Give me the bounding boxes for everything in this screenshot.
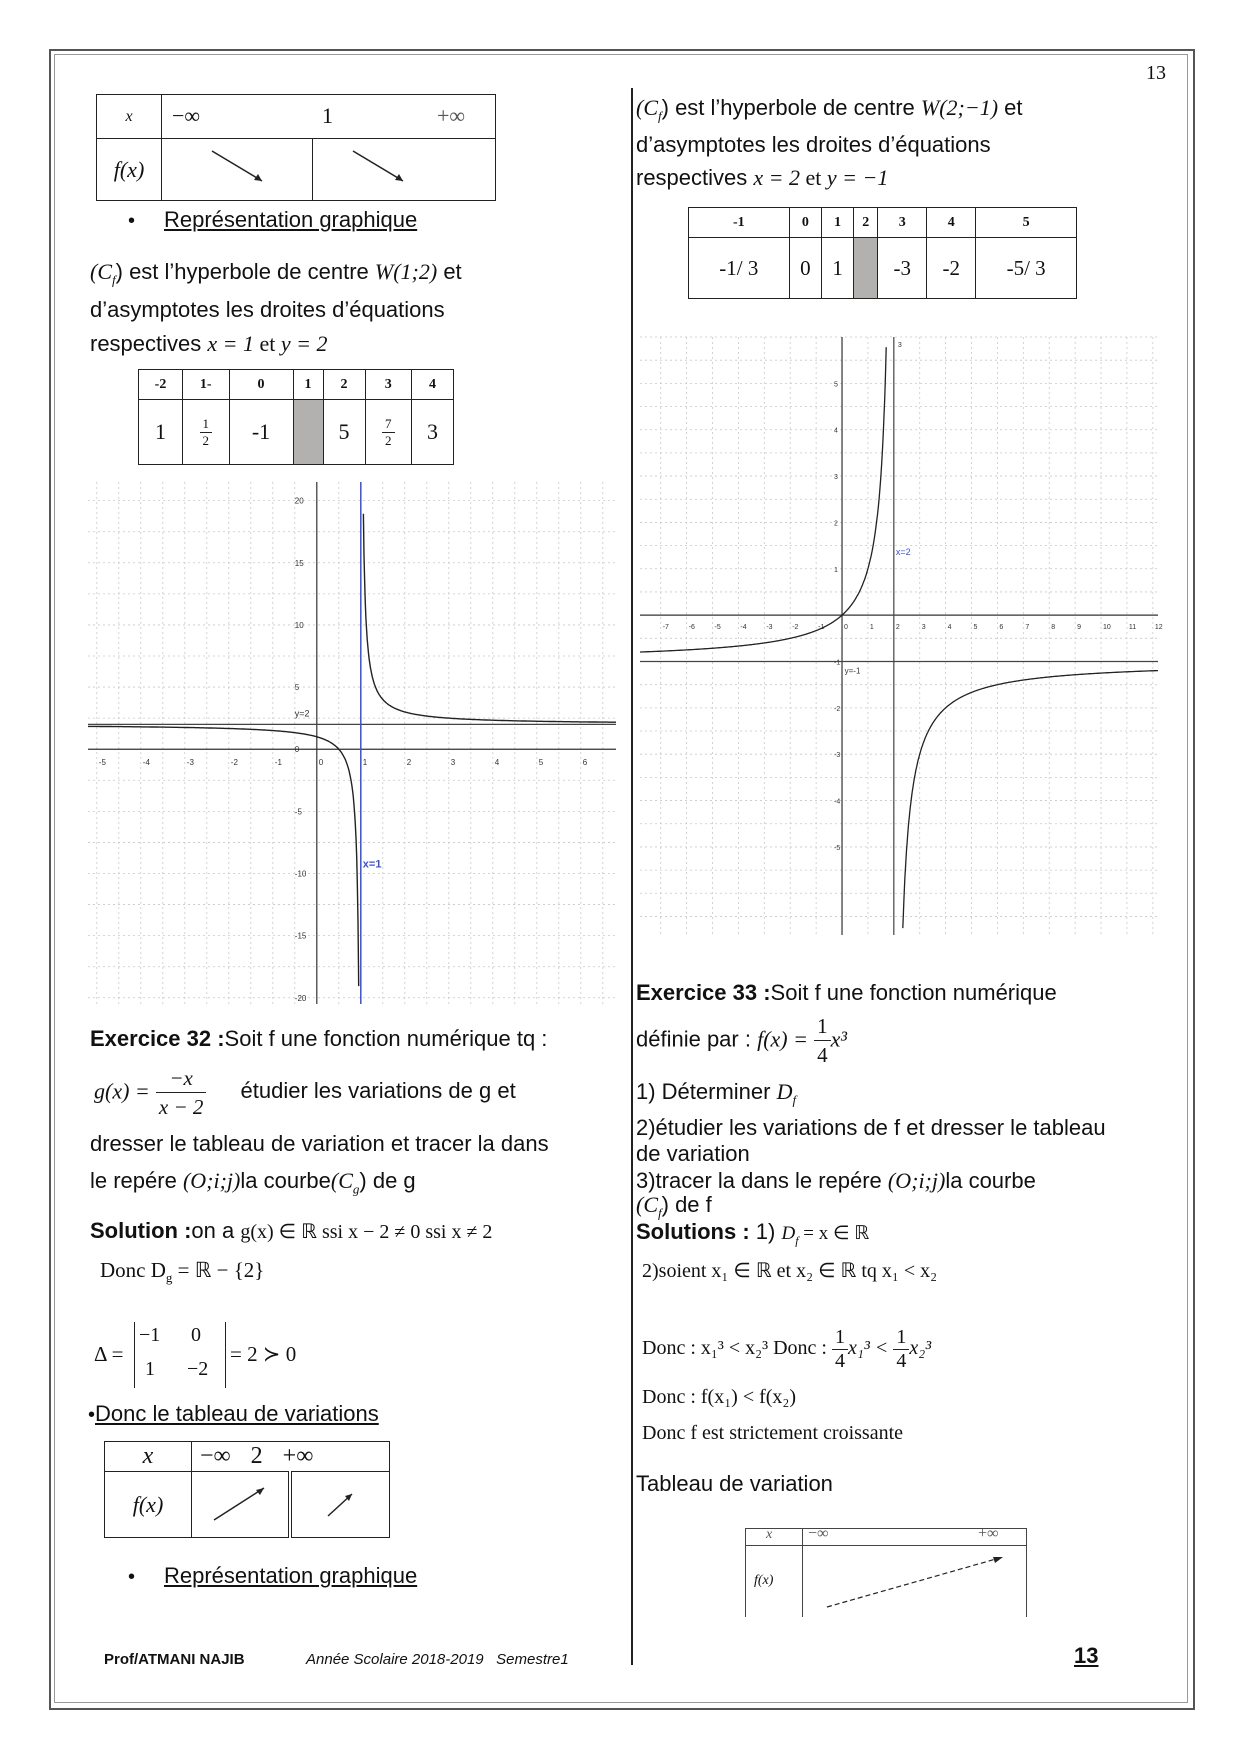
arrow-up-right-dashed-icon [803, 1545, 1025, 1617]
solutions-s2: 2)soient x₁ ∈ ℝ et x₂ ∈ ℝ tq x₁ < x₂ [642, 1260, 938, 1282]
var-table-cell-decreasing-2 [313, 139, 496, 201]
values2-y-cell: 0 [789, 238, 821, 299]
exercise-33-q1 [636, 1078, 796, 1114]
g-numerator: −x [156, 1064, 207, 1093]
curve-cg: (C [330, 1168, 353, 1193]
var-table3-pos-inf: +∞ [978, 1525, 999, 1542]
y-tick-label: -5 [294, 807, 302, 817]
y-tick-label: 10 [294, 620, 304, 630]
x-tick-label: 5 [538, 758, 544, 768]
x-tick-label: 11 [1128, 624, 1137, 632]
solutions-label: Solutions : [636, 1219, 750, 1244]
x-tick-label: -1 [274, 758, 282, 768]
footer-author: Prof/ATMANI NAJIB [104, 1651, 245, 1668]
exercise-33-intro: Soit f une fonction numérique [770, 980, 1057, 1005]
y-tick-label: 3 [834, 474, 838, 482]
asymptote-h-label: y=2 [294, 708, 310, 719]
y-tick-label: -2 [834, 705, 841, 713]
center-point: W(1;2) [374, 259, 438, 284]
x-tick-label: -4 [740, 624, 747, 632]
repr-heading-2: Représentation graphique [164, 1563, 418, 1588]
solutions-line-1 [636, 1218, 869, 1254]
var-table3-fx-label: f(x) [754, 1573, 774, 1588]
var-table3-neg-inf: −∞ [808, 1525, 829, 1542]
x-tick-label: -3 [186, 758, 194, 768]
x-tick-label: 6 [582, 758, 588, 768]
solution-text: on a [191, 1218, 241, 1243]
q1-text: 1) Déterminer [636, 1079, 777, 1104]
values1-y-cell [293, 400, 323, 465]
asymptote-v-label: x=2 [895, 546, 911, 557]
values1-x-cell: 1 [293, 370, 323, 400]
solutions-donc1: Donc : x₁³ < x₂³ Donc : $\frac{1}{4}$ x₁³ < $\frac{1}{4}$ x₂³ [642, 1326, 932, 1372]
curve-name: (C [90, 259, 112, 284]
donc1-left: x₁³ < [847, 1337, 889, 1360]
y-tick-label: 15 [294, 558, 304, 568]
desc-et-3: et [998, 95, 1023, 120]
asymptote-v-label: x=1 [362, 858, 382, 871]
var-table2-cell-increasing-2 [290, 1472, 390, 1538]
y-tick-label: -3 [834, 752, 841, 760]
y-tick-label: 20 [294, 496, 304, 506]
m22: −2 [187, 1358, 209, 1380]
x-tick-label: 2 [406, 758, 412, 768]
y-tick-label: 5 [834, 381, 838, 389]
values1-y-cell: -1 [229, 400, 293, 465]
var-table2-pos-inf: +∞ [282, 1443, 314, 1469]
values2-y-cell: -2 [927, 238, 976, 299]
q3-courbe: la courbe [945, 1168, 1036, 1193]
x-tick-label: -1 [818, 624, 825, 632]
arrow-down-right-icon [162, 139, 312, 195]
x-tick-label: 1 [362, 758, 368, 768]
arrow-up-right-icon [292, 1472, 388, 1532]
f-def: f(x) = [757, 1026, 808, 1052]
curve-sub: f [112, 272, 116, 288]
g-def: g(x) = [94, 1078, 150, 1104]
variation-table-3 [745, 1525, 1027, 1617]
exercise-32-title-line [90, 1025, 547, 1053]
bullet-1: • [128, 210, 136, 232]
values1-x-cell: 2 [323, 370, 365, 400]
footer-year: Année Scolaire 2018-2019 Semestre1 [306, 1651, 569, 1668]
hyperbola-desc-1 [90, 258, 462, 294]
hyperbola-desc-2 [636, 94, 1023, 130]
f-denominator: 4 [817, 1043, 828, 1067]
y-tick-label: -5 [834, 844, 841, 852]
task3-end: ) de g [359, 1168, 416, 1193]
curve-name-2: (C [636, 95, 658, 120]
x-tick-label: -3 [766, 624, 773, 632]
donc1-text: Donc : x₁³ < x₂³ Donc : [642, 1337, 832, 1360]
graph-1 [88, 482, 616, 1004]
values1-y-cell: $\frac{7}{2}$ [365, 400, 412, 465]
curve-branch-right [363, 514, 616, 723]
x-tick-label: 8 [1051, 624, 1056, 632]
desc-text: ) est l’hyperbole de centre [115, 259, 375, 284]
x-tick-label: 4 [494, 758, 500, 768]
x-tick-label: 4 [947, 624, 952, 632]
values2-x-cell: 0 [789, 208, 821, 238]
exercise-32-task1: étudier les variations de g et [240, 1078, 516, 1104]
values2-y-cell: -3 [878, 238, 927, 299]
center-point-2: W(2;−1) [920, 95, 999, 120]
solution-label: Solution : [90, 1218, 192, 1243]
values1-x-cell: -2 [139, 370, 183, 400]
y-tick-label: 2 [834, 520, 838, 528]
asymptote-h-label: y=-1 [844, 666, 861, 676]
q3-repere: (O;i;j) [887, 1168, 946, 1193]
curve-cg-sub: g [352, 1181, 360, 1197]
page-number-bottom: 13 [1074, 1643, 1099, 1668]
repere: (O;i;j) [182, 1168, 241, 1193]
values2-x-cell: 2 [854, 208, 878, 238]
exercise-33-q2: 2)étudier les variations de f et dresser le tableau de variation [636, 1115, 1106, 1166]
page-number-top: 13 [1146, 62, 1166, 84]
y-tick-label: -4 [834, 798, 841, 806]
solutions-s1-expr: D [781, 1223, 796, 1244]
x-tick-label: 9 [1077, 624, 1082, 632]
solutions-s1-rest: = x ∈ ℝ [798, 1223, 870, 1244]
f-numerator: 1 [814, 1012, 831, 1041]
exercise-32-task2: dresser le tableau de variation et tracer la dans [90, 1131, 549, 1156]
values2-y-cell: 1 [821, 238, 853, 299]
domain-sub: g [165, 1270, 173, 1286]
exercise-33-title: Exercice 33 : [636, 980, 771, 1005]
values2-y-cell: -5/ 3 [976, 238, 1077, 299]
arrow-down-right-icon [313, 139, 463, 195]
curve-sub-2: f [658, 108, 662, 124]
y-top-label: 3 [897, 342, 902, 349]
hyperbola-desc-1-line2: d’asymptotes les droites d’équations [90, 297, 445, 322]
y-tick-label: -10 [294, 869, 307, 879]
exercise-33-q3 [636, 1168, 1036, 1194]
solution-domain [100, 1258, 264, 1286]
x-tick-label: -6 [688, 624, 695, 632]
exercise-32-intro: Soit f une fonction numérique tq : [224, 1026, 548, 1051]
x-tick-label: 3 [450, 758, 456, 768]
desc-respectives-2: respectives [636, 165, 754, 190]
values1-y-cell: 5 [323, 400, 365, 465]
x-tick-label: -4 [142, 758, 150, 768]
var-table-cell-decreasing-1 [162, 139, 313, 201]
donc1-right: x₂³ [909, 1337, 932, 1360]
x-tick-label: 10 [1103, 624, 1111, 632]
var-table2-fx-label: f(x) [105, 1472, 192, 1538]
asym-eq-2: y = 2 [280, 331, 328, 356]
y-tick-label: 4 [834, 427, 838, 435]
var-table2-cell-increasing-1 [192, 1472, 291, 1538]
values2-y-cell: -1/ 3 [689, 238, 790, 299]
x-tick-label: -2 [792, 624, 799, 632]
task3-courbe: la courbe [240, 1168, 331, 1193]
asym-eq-1: x = 1 [207, 331, 255, 356]
solutions-s1-sub: f [795, 1233, 799, 1248]
delta-result: = 2 ≻ 0 [230, 1342, 297, 1366]
x-tick-label: 6 [999, 624, 1004, 632]
var-table-neg-inf: −∞ [172, 103, 201, 128]
x-tick-label: 1 [869, 624, 874, 632]
solutions-donc3: Donc f est strictement croissante [642, 1422, 904, 1444]
solutions-s1: 1) [749, 1219, 782, 1244]
var-table-x-label: x [97, 95, 162, 139]
x-tick-label: 12 [1154, 624, 1163, 632]
delta-label: Δ = [94, 1342, 124, 1366]
x-tick-label: 0 [318, 758, 324, 768]
values2-x-cell: 5 [976, 208, 1077, 238]
x-tick-label: 7 [1025, 624, 1030, 632]
desc-text-2: ) est l’hyperbole de centre [661, 95, 921, 120]
solution-condition: g(x) ∈ ℝ ssi x − 2 ≠ 0 ssi x ≠ 2 [240, 1221, 493, 1243]
arrow-up-right-icon [192, 1472, 288, 1532]
values2-x-cell: -1 [689, 208, 790, 238]
column-divider [631, 88, 633, 1665]
x-tick-label: -2 [230, 758, 238, 768]
values2-y-cell [854, 238, 878, 299]
x-tick-label: 3 [921, 624, 926, 632]
desc-et-2: et [254, 331, 281, 356]
m12: 0 [191, 1324, 201, 1346]
values1-y-cell: 3 [412, 400, 454, 465]
values1-y-cell: $\frac{1}{2}$ [183, 400, 230, 465]
values1-x-cell: 4 [412, 370, 454, 400]
exercise-33-def [636, 1012, 847, 1069]
x-tick-label: 5 [973, 624, 978, 632]
var-table2-mid: 2 [250, 1443, 263, 1469]
graph-2 [640, 337, 1163, 935]
repr-heading-1: Représentation graphique [164, 207, 418, 232]
bullet-3: • [128, 1566, 136, 1588]
q3-text: 3)tracer la dans le repére [636, 1168, 888, 1193]
determinant-matrix [134, 1322, 226, 1388]
y-tick-label: -20 [294, 993, 307, 1003]
desc-et-4: et [800, 165, 827, 190]
variation-table-2 [104, 1441, 390, 1538]
q3-sub: f [658, 1205, 662, 1221]
m11: −1 [139, 1324, 161, 1346]
values1-x-cell: 0 [229, 370, 293, 400]
var-label: Donc le tableau de variations [95, 1401, 379, 1426]
hyperbola-desc-2-line3 [636, 164, 888, 192]
y-tick-label: 5 [294, 683, 300, 693]
var-table2-x-label: x [105, 1442, 192, 1472]
x-tick-label: -5 [714, 624, 721, 632]
def-label: définie par : [636, 1026, 758, 1052]
q1-domain: D [776, 1079, 793, 1104]
asym-eq-3: x = 2 [753, 165, 801, 190]
domain-donc: Donc D [100, 1258, 166, 1282]
variation-table-1 [96, 94, 496, 201]
values2-x-cell: 3 [878, 208, 927, 238]
var-label-line [88, 1400, 379, 1429]
g-denominator: x − 2 [158, 1095, 204, 1119]
desc-respectives: respectives [90, 331, 208, 356]
values1-x-cell: 3 [365, 370, 412, 400]
exercise-33-title-line [636, 979, 1057, 1007]
exercise-32-title: Exercice 32 : [90, 1026, 225, 1051]
q1-sub: f [792, 1092, 797, 1108]
y-tick-label: 1 [834, 566, 838, 574]
values-table-1 [138, 369, 454, 465]
x-tick-label: -5 [98, 758, 106, 768]
values1-x-cell: 1- [183, 370, 230, 400]
values-table-2 [688, 207, 1077, 299]
asym-eq-4: y = −1 [826, 165, 889, 190]
desc-et: et [437, 259, 462, 284]
hyperbola-desc-2-line2: d’asymptotes les droites d’équations [636, 132, 991, 157]
solution-line-1 [90, 1217, 492, 1246]
x-tick-label: -7 [662, 624, 669, 632]
values1-y-cell: 1 [139, 400, 183, 465]
var-table-mid: 1 [322, 103, 333, 128]
x-tick-label: 0 [844, 624, 848, 632]
var-table-pos-inf: +∞ [437, 103, 466, 128]
task3-text: le repére [90, 1168, 183, 1193]
y-tick-label: -1 [834, 659, 841, 667]
var-table3-x-label: x [766, 1527, 773, 1542]
q3-cf: (C [636, 1192, 658, 1217]
x-tick-label: 2 [895, 624, 900, 632]
solutions-donc2: Donc : f(x₁) < f(x₂) [642, 1386, 797, 1408]
curve-branch-right [903, 671, 1158, 929]
hyperbola-desc-1-line3 [90, 330, 328, 358]
y-tick-label: -15 [294, 931, 307, 941]
domain-rest: = ℝ − {2} [172, 1258, 265, 1282]
values2-x-cell: 1 [821, 208, 853, 238]
m21: 1 [145, 1358, 155, 1380]
exercise-32-gdef [94, 1064, 516, 1121]
var-table-fx-label: f(x) [97, 139, 162, 201]
exercise-32-task3 [90, 1167, 416, 1203]
q3-end: ) de f [661, 1192, 712, 1217]
bullet-2: • [88, 1404, 96, 1426]
f-power: x³ [830, 1026, 847, 1052]
tableau-variation-label: Tableau de variation [636, 1471, 833, 1496]
values2-x-cell: 4 [927, 208, 976, 238]
y-tick-label: 0 [294, 745, 300, 755]
var-table2-neg-inf: −∞ [200, 1443, 231, 1469]
